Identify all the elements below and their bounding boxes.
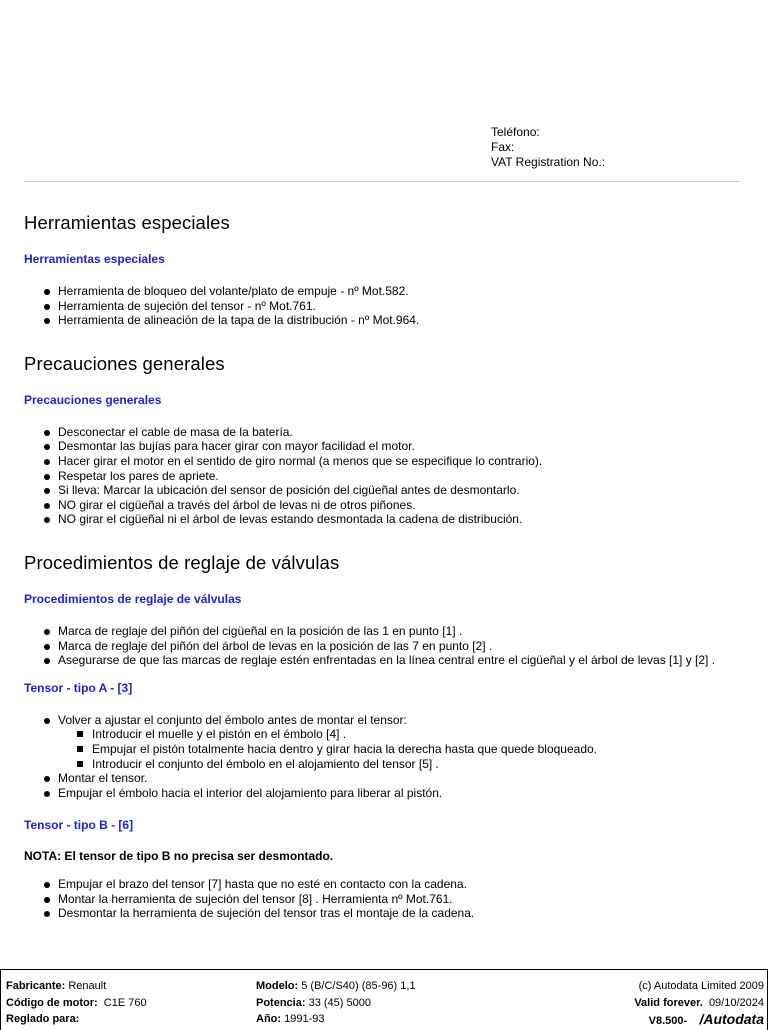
fax-label: Fax: [491,140,515,154]
list-item: NO girar el cigüeñal a través del árbol de levas ni de otros piñones. [24,498,754,513]
list-item: Herramienta de sujeción del tensor - nº Mot.761. [24,299,754,314]
engine-code-label: Código de motor: [6,996,98,1009]
vat-label: VAT Registration No.: [491,155,606,169]
section-heading-reglaje: Procedimientos de reglaje de válvulas [24,551,340,573]
footer-copyright-col [634,978,764,1030]
list-herramientas [24,284,754,328]
manufacturer-label: Fabricante: [6,980,66,992]
tensor-a-link[interactable]: Tensor - tipo A - [3] [24,680,133,695]
sub-list-item: Empujar el pistón totalmente hacia dentro y girar hacia la derecha hasta que quede bloqueado. [24,742,754,757]
subheading-link-reglaje[interactable]: Procedimientos de reglaje de válvulas [24,591,242,606]
list-tensor-b [24,877,754,921]
engine-code-value: C1E 760 [103,996,147,1009]
year-value: 1991-93 [284,1013,325,1025]
power-value: 33 (45) 5000 [308,996,371,1009]
footer-model-col [256,978,416,1028]
subheading-link-herramientas[interactable]: Herramientas especiales [24,252,165,266]
section-heading-herramientas: Herramientas especiales [24,212,230,233]
list-item: Montar el tensor. [24,771,754,786]
valid-label: Valid forever. [634,996,703,1009]
list-item: Desmontar la herramienta de sujeción del tensor tras el montaje de la cadena. [24,906,754,921]
tensor-b-link[interactable]: Tensor - tipo B - [6] [24,818,134,833]
list-item: Empujar el émbolo hacia el interior del alojamiento para liberar al pistón. [24,786,754,801]
model-label: Modelo: [256,980,299,992]
tuned-for-label: Reglado para: [6,1013,80,1025]
document-body [24,212,754,921]
version: V8.500- [648,1015,688,1027]
year-label: Año: [256,1013,282,1025]
list-item: Herramienta de alineación de la tapa de la distribución - nº Mot.964. [24,313,754,328]
header-divider [24,181,740,182]
list-precauciones [24,425,754,527]
footer-vehicle-col [6,978,147,1028]
list-item: Si lleva: Marcar la ubicación del sensor de posición del cigüeñal antes de desmontarlo. [24,483,754,498]
sub-list-item: Introducir el muelle y el pistón en el émbolo [4] . [24,727,754,742]
list-item: Volver a ajustar el conjunto del émbolo antes de montar el tensor: [24,713,754,728]
list-item: Asegurarse de que las marcas de reglaje estén enfrentadas en la línea central entre el cigüeñal y el árbol de levas [1] y [2] . [24,653,754,668]
footer [0,969,768,1030]
sub-list-item: Introducir el conjunto del émbolo en el alojamiento del tensor [5] . [24,757,754,772]
subheading-link-precauciones[interactable]: Precauciones generales [24,392,162,407]
autodata-logo: /Autodata [699,1011,764,1027]
list-reglaje [24,624,754,668]
list-item: Desconectar el cable de masa de la batería. [24,425,754,440]
list-item: Desmontar las bujías para hacer girar con mayor facilidad el motor. [24,439,754,454]
list-item: Hacer girar el motor en el sentido de giro normal (a menos que se especifique lo contrario). [24,454,754,469]
list-item: Marca de reglaje del piñón del árbol de levas en la posición de las 7 en punto [2] . [24,639,754,654]
list-item: Herramienta de bloqueo del volante/plato de empuje - nº Mot.582. [24,284,754,299]
list-tensor-a [24,713,754,801]
copyright: (c) Autodata Limited 2009 [638,980,764,992]
list-item: NO girar el cigüeñal ni el árbol de levas estando desmontada la cadena de distribución. [24,512,754,527]
manufacturer-value: Renault [68,980,107,992]
model-value: 5 (B/C/S40) (85-96) 1,1 [301,980,416,992]
list-item: Marca de reglaje del piñón del cigüeñal en la posición de las 1 en punto [1] . [24,624,754,639]
phone-label: Teléfono: [491,125,540,139]
contact-block [491,125,605,170]
power-label: Potencia: [256,996,306,1009]
list-item: Montar la herramienta de sujeción del tensor [8] . Herramienta nº Mot.761. [24,892,754,907]
section-heading-precauciones: Precauciones generales [24,352,225,374]
list-item: Respetar los pares de apriete. [24,469,754,484]
valid-date: 09/10/2024 [708,996,764,1009]
tensor-b-note: NOTA: El tensor de tipo B no precisa ser desmontado. [24,849,334,864]
list-item: Empujar el brazo del tensor [7] hasta que no esté en contacto con la cadena. [24,877,754,892]
